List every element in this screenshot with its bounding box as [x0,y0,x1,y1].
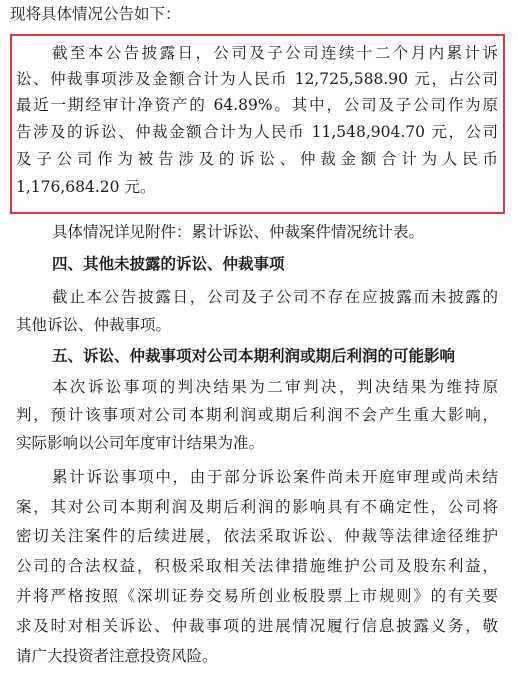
section5-para1-line-2: 判，预计该事项对公司本期利润或期后利润不会产生重大影响， [16,406,498,424]
section5-para2-line-4: 公司的合法权益，积极采取相关法律措施维护公司及股东利益， [16,557,498,575]
section4-line-1: 截止本公告披露日，公司及子公司不存在应披露而未披露的 [52,288,498,306]
section5-para2-line-6: 求及时对相关诉讼、仲裁事项的进展情况履行信息披露义务，敬 [16,617,498,635]
highlight-line-4: 告涉及的诉讼、仲裁金额合计为人民币 11,548,904.70 元，公司 [16,123,498,141]
section5-para2-line-3: 密切关注案件的后续进展，依法采取诉讼、仲裁等法律途径维护 [16,527,498,545]
section5-para2-line-2: 案，其对公司本期利润及期后利润的影响具有不确定性，公司将 [16,498,498,516]
section4-line-2: 其他诉讼、仲裁事项。 [16,316,172,334]
section5-para1-line-1: 本次诉讼事项的判决结果为二审判决，判决结果为维持原 [52,378,498,396]
highlight-line-6: 1,176,684.20 元。 [16,178,156,196]
section5-para2-line-7: 请广大投资者注意投资风险。 [16,647,218,665]
highlight-line-5: 及子公司作为被告涉及的诉讼、仲裁金额合计为人民币 [16,150,498,168]
section5-para1-line-3: 实际影响以公司年度审计结果为准。 [16,434,265,452]
highlight-line-3: 最近一期经审计净资产的 64.89%。其中，公司及子公司作为原 [16,96,498,114]
section5-heading: 五、诉讼、仲裁事项对公司本期利润或期后利润的可能影响 [52,347,456,365]
section4-heading: 四、其他未披露的诉讼、仲裁事项 [52,255,285,273]
section5-para2-line-5: 并将严格按照《深圳证券交易所创业板股票上市规则》的有关要 [16,587,498,605]
highlight-line-2: 讼、仲裁事项涉及金额合计为人民币 12,725,588.90 元，占公司 [16,70,498,88]
intro-text: 现将具体情况公告如下： [10,5,181,23]
details-text: 具体情况详见附件：累计诉讼、仲裁案件情况统计表。 [52,223,425,241]
highlight-line-1: 截至本公告披露日，公司及子公司连续十二个月内累计诉 [52,44,498,62]
section5-para2-line-1: 累计诉讼事项中，由于部分诉讼案件尚未开庭审理或尚未结 [52,468,498,486]
